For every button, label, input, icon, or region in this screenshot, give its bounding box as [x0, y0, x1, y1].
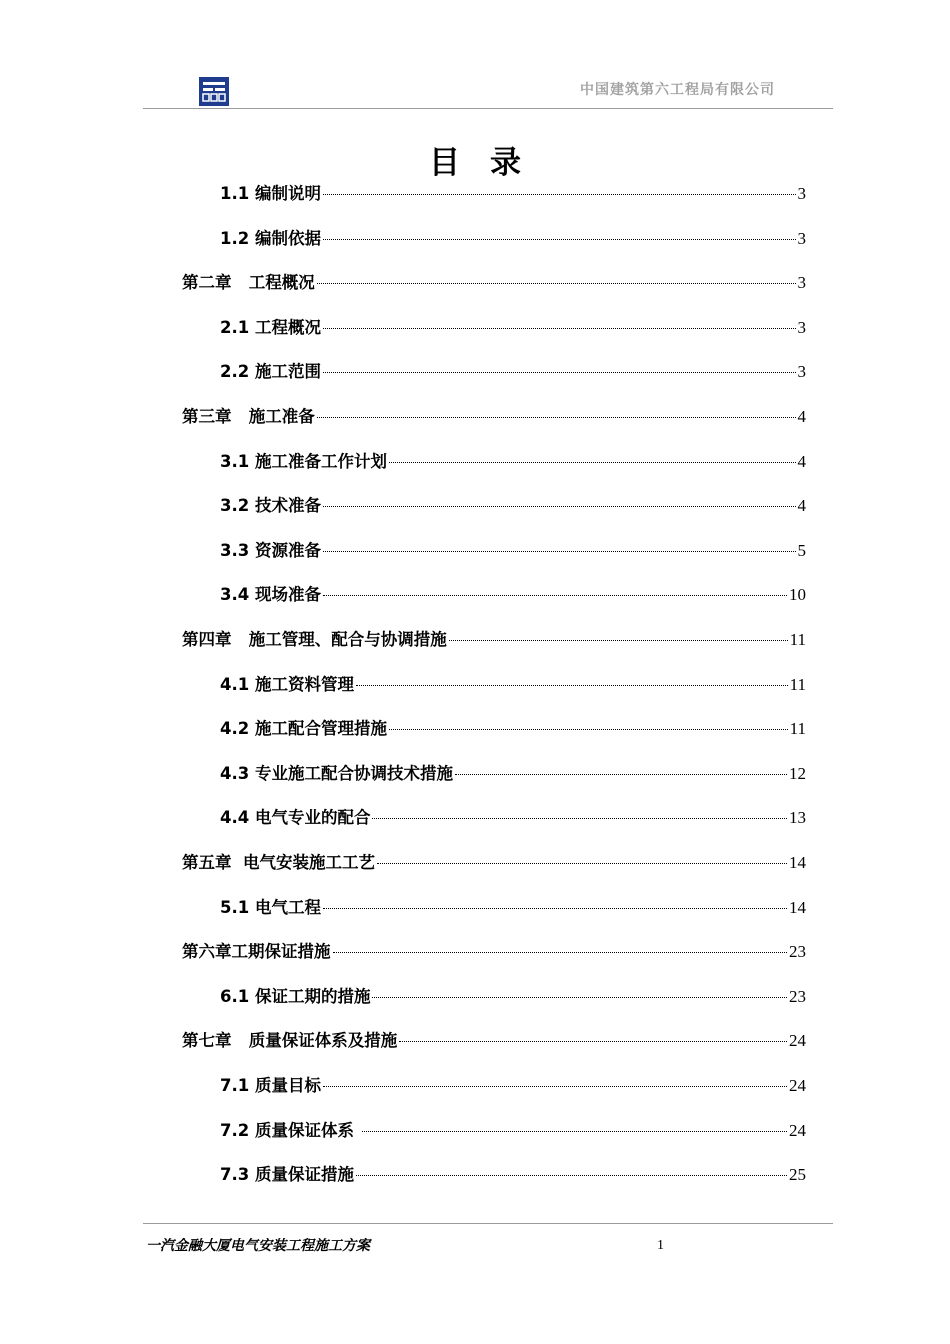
toc-entry-label: 7.1 质量目标 — [220, 1076, 321, 1095]
toc-entry[interactable] — [220, 1072, 806, 1102]
document-title: 一汽金融大厦电气安装工程施工方案 — [146, 1238, 370, 1254]
toc-entry-label: 第五章 电气安装施工工艺 — [182, 853, 375, 872]
toc-entry-label: 3.4 现场准备 — [220, 585, 321, 605]
toc-entry[interactable] — [220, 1117, 806, 1147]
toc-entry-label: 4.4 电气专业的配合 — [220, 808, 371, 828]
toc-entry-page: 4 — [797, 496, 806, 516]
title-char-1: 目 — [429, 145, 460, 181]
toc-entry-label: 2.2 施工范围 — [220, 362, 321, 382]
toc-entry[interactable] — [182, 938, 806, 968]
toc-entry[interactable] — [182, 1027, 806, 1057]
toc-entry-label: 4.3 专业施工配合协调技术措施 — [220, 763, 453, 783]
toc-entry[interactable] — [182, 849, 806, 879]
toc-dot-leader — [323, 238, 796, 240]
toc-entry-label: 3.1 施工准备工作计划 — [220, 451, 387, 471]
page-title — [0, 137, 950, 182]
toc-entry-page: 3 — [797, 273, 806, 293]
company-name: 中国建筑第六工程局有限公司 — [580, 82, 775, 98]
toc-dot-leader — [389, 461, 796, 463]
page-header — [143, 72, 833, 109]
toc-entry[interactable] — [220, 671, 806, 701]
toc-entry[interactable] — [220, 760, 806, 790]
toc-entry[interactable] — [220, 492, 806, 522]
toc-dot-leader — [333, 951, 788, 953]
toc-entry-label: 第二章 工程概况 — [182, 273, 315, 293]
toc-entry[interactable] — [220, 581, 806, 611]
toc-entry-label: 4.1 施工资料管理 — [220, 674, 354, 694]
toc-entry[interactable] — [220, 358, 806, 388]
toc-entry[interactable] — [220, 448, 806, 478]
toc-entry[interactable] — [220, 894, 806, 924]
toc-entry-label: 第三章 施工准备 — [182, 407, 315, 426]
toc-entry-label: 5.1 电气工程 — [220, 897, 321, 917]
toc-entry[interactable] — [220, 180, 806, 210]
toc-entry-page: 10 — [789, 585, 806, 605]
toc-dot-leader — [323, 327, 796, 329]
title-char-2: 录 — [490, 145, 521, 181]
toc-entry-label: 7.2 质量保证体系 — [220, 1120, 360, 1140]
toc-dot-leader — [323, 550, 796, 552]
toc-entry-page: 3 — [797, 362, 806, 382]
toc-entry[interactable] — [220, 715, 806, 745]
toc-entry-page: 14 — [789, 897, 806, 917]
toc-dot-leader — [399, 1040, 787, 1042]
toc-entry-page: 23 — [789, 942, 806, 962]
toc-entry-page: 3 — [797, 184, 806, 203]
toc-entry-label: 7.3 质量保证措施 — [220, 1165, 354, 1185]
toc-dot-leader — [323, 1085, 787, 1087]
toc-entry-page: 24 — [789, 1076, 806, 1095]
toc-dot-leader — [362, 1130, 787, 1132]
toc-entry-page: 11 — [789, 674, 806, 694]
toc-dot-leader — [356, 684, 788, 686]
page-footer — [143, 1223, 833, 1254]
toc-entry-page: 24 — [789, 1031, 806, 1051]
toc-dot-leader — [372, 996, 787, 998]
toc-entry-label: 4.2 施工配合管理措施 — [220, 719, 387, 739]
toc-dot-leader — [317, 416, 796, 418]
toc-dot-leader — [323, 594, 787, 596]
toc-entry-page: 5 — [797, 540, 806, 560]
toc-entry-label: 3.3 资源准备 — [220, 540, 321, 560]
toc-entry[interactable] — [182, 269, 806, 299]
toc-entry-label: 3.2 技术准备 — [220, 496, 321, 516]
toc-entry-page: 25 — [789, 1165, 806, 1185]
toc-entry[interactable] — [182, 403, 806, 433]
toc-entry-page: 13 — [789, 808, 806, 828]
toc-entry-page: 4 — [797, 407, 806, 426]
toc-entry-label: 1.2 编制依据 — [220, 228, 321, 248]
toc-entry-page: 11 — [789, 630, 806, 649]
toc-entry-label: 6.1 保证工期的措施 — [220, 986, 371, 1006]
toc-entry[interactable] — [220, 1161, 806, 1191]
toc-entry[interactable] — [220, 537, 806, 567]
toc-dot-leader — [323, 193, 796, 195]
toc-dot-leader — [317, 282, 796, 284]
toc-dot-leader — [323, 907, 787, 909]
page-number: 1 — [657, 1238, 664, 1253]
toc-dot-leader — [323, 371, 796, 373]
toc-entry-label: 2.1 工程概况 — [220, 317, 321, 337]
toc-entry-page: 23 — [789, 986, 806, 1006]
toc-entry[interactable] — [220, 225, 806, 255]
toc-entry[interactable] — [220, 804, 806, 834]
toc-entry-page: 11 — [789, 719, 806, 739]
toc-dot-leader — [449, 639, 788, 641]
toc-entry[interactable] — [220, 983, 806, 1013]
toc-entry-page: 4 — [797, 451, 806, 471]
toc-dot-leader — [356, 1174, 787, 1176]
toc-dot-leader — [455, 773, 787, 775]
toc-dot-leader — [377, 862, 787, 864]
cscec-logo-icon — [199, 77, 229, 106]
toc-entry-page: 12 — [789, 763, 806, 783]
toc-dot-leader — [389, 728, 788, 730]
toc-entry-page: 24 — [789, 1120, 806, 1140]
toc-entry-label: 第六章工期保证措施 — [182, 942, 331, 962]
toc-dot-leader — [372, 817, 787, 819]
toc-entry-page: 14 — [789, 853, 806, 872]
toc-entry[interactable] — [182, 626, 806, 656]
toc-entry-label: 第四章 施工管理、配合与协调措施 — [182, 630, 447, 649]
toc-dot-leader — [323, 505, 796, 507]
toc-entry-page: 3 — [797, 317, 806, 337]
toc-entry-label: 1.1 编制说明 — [220, 184, 321, 203]
toc-entry[interactable] — [220, 314, 806, 344]
toc-entry-page: 3 — [797, 228, 806, 248]
toc-entry-label: 第七章 质量保证体系及措施 — [182, 1031, 398, 1051]
